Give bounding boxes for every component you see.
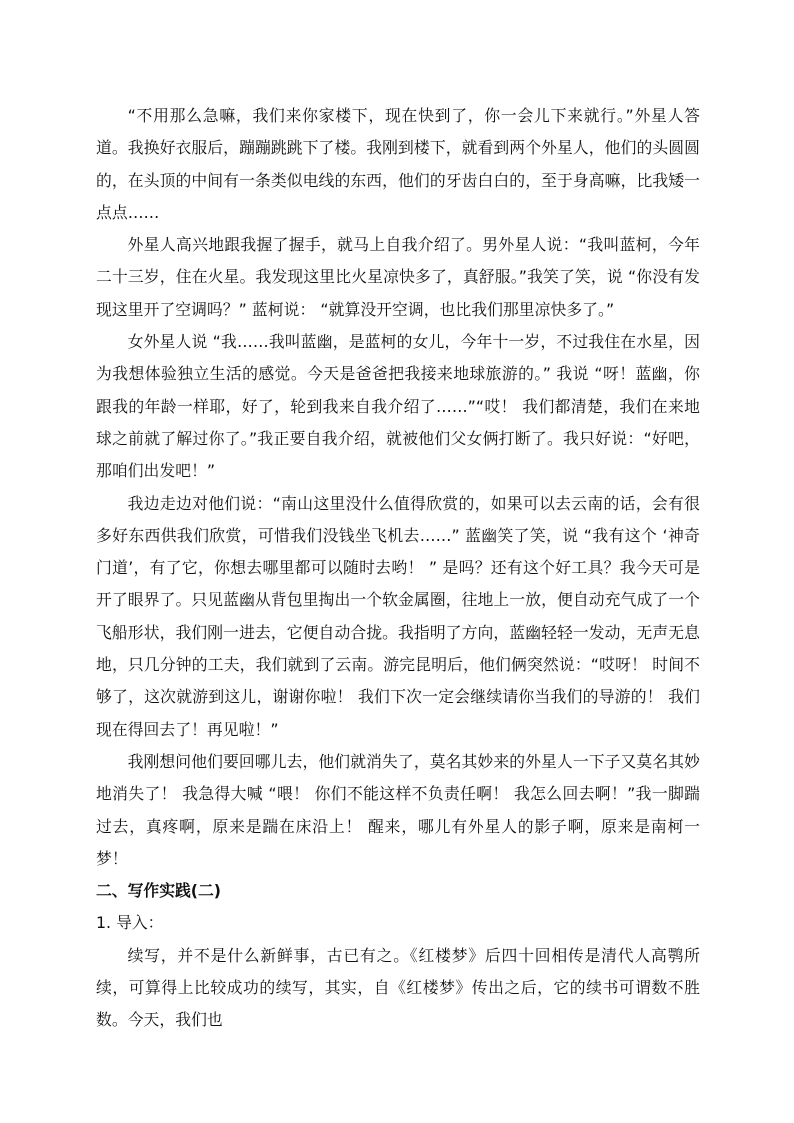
story-paragraph-2: 外星人高兴地跟我握了握手，就马上自我介绍了。男外星人说：“我叫蓝柯，今年二十三岁，住在火星。我发现这里比火星凉快多了，真舒服。”我笑了笑，说 “你没有发现这里开了空调吗？” 蓝柯说： “就算没开空调，也比我们那里凉快多了。”: [96, 235, 700, 319]
intro-paragraph: 续写，并不是什么新鲜事，古已有之。《红楼梦》后四十回相传是清代人高鹗所续，可算得上比较成功的续写，其实，自《红楼梦》传出之后，它的续书可谓数不胜数。今天，我们也: [96, 945, 700, 1030]
story-paragraph-4: 我边走边对他们说：“南山这里没什么值得欣赏的，如果可以去云南的话，会有很多好东西供我们欣赏，可惜我们没钱坐飞机去……” 蓝幽笑了笑，说 “我有这个 ‘神奇门道’，有了它，你想去哪里都可以随时去哟！ ” 是吗？还有这个好工具？我今天可是开了眼界了。只见蓝幽从背包里掏出一个软金属圈，往地上一放，便自动充气成了一个飞船形状，我们刚一进去，它便自动合拢。我指明了方向，蓝幽轻轻一发动，无声无息地，只几分钟的工夫，我们就到了云南。游完昆明后，他们俩突然说：“哎呀！ 时间不够了，这次就游到这儿，谢谢你啦！ 我们下次一定会继续请你当我们的导游的！ 我们现在得回去了！再见啦！”: [96, 493, 700, 739]
subheading-intro: 1. 导入：: [96, 913, 164, 933]
section-heading: 二、写作实践(二): [96, 881, 222, 901]
document-body: [96, 100, 700, 1037]
story-paragraph-1: “不用那么急嘛，我们来你家楼下，现在快到了，你一会儿下来就行。”外星人答道。我换好衣服后，蹦蹦跳跳下了楼。我刚到楼下，就看到两个外星人，他们的头圆圆的，在头顶的中间有一条类似电线的东西，他们的牙齿白白的，至于身高嘛，比我矮一点点……: [96, 106, 700, 222]
story-paragraph-3: 女外星人说 “我……我叫蓝幽，是蓝柯的女儿，今年十一岁，不过我住在水星，因为我想体验独立生活的感觉。今天是爸爸把我接来地球旅游的。” 我说 “呀！蓝幽，你跟我的年龄一样耶，好了，轮到我来自我介绍了……”“哎！ 我们都清楚，我们在来地球之前就了解过你了。”我正要自我介绍，就被他们父女俩打断了。我只好说：“好吧，那咱们出发吧！”: [96, 332, 700, 481]
story-paragraph-5: 我刚想问他们要回哪儿去，他们就消失了，莫名其妙来的外星人一下子又莫名其妙地消失了！ 我急得大喊 “喂！ 你们不能这样不负责任啊！ 我怎么回去啊！”我一脚踹过去，真疼啊，原来是踹在床沿上！ 醒来，哪儿有外星人的影子啊，原来是南柯一梦！: [96, 751, 700, 868]
